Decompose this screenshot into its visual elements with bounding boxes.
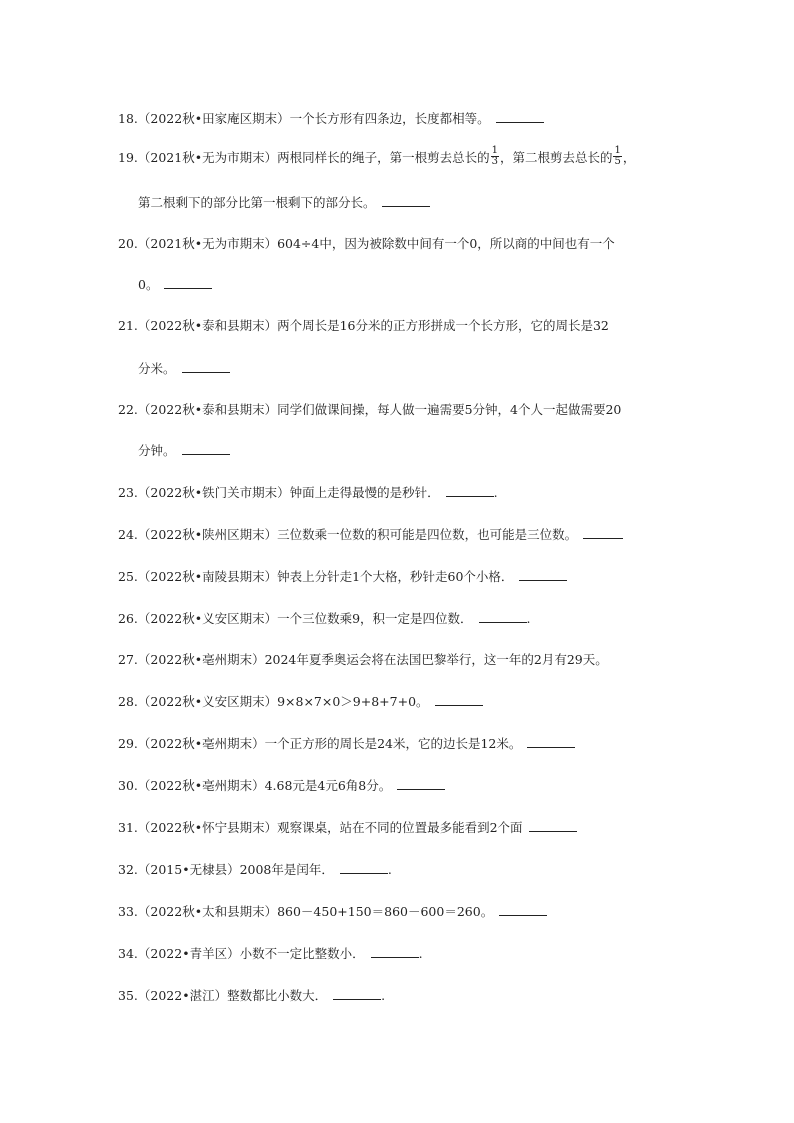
question-28	[118, 693, 483, 710]
trailing-period: .	[418, 946, 423, 961]
question-text: 35.（2022•湛江）整数都比小数大．	[118, 988, 328, 1003]
fraction-numerator: 1	[491, 145, 498, 156]
question-text: 0。	[138, 277, 159, 292]
fraction-one-third	[491, 146, 499, 167]
answer-blank[interactable]	[479, 610, 527, 623]
question-text: 分钟。	[138, 443, 176, 458]
question-text: 25.（2022秋•南陵县期末）钟表上分针走1个大格，秒针走60个小格．	[118, 569, 514, 584]
question-text: 32.（2015•无棣县）2008年是闰年．	[118, 862, 334, 877]
question-20-continuation	[138, 276, 212, 293]
trailing-period: .	[493, 485, 498, 500]
answer-blank[interactable]	[529, 819, 577, 832]
question-text: 22.（2022秋•泰和县期末）同学们做课间操，每人做一遍需要5分钟，4个人一起做需要20	[118, 402, 622, 417]
question-text: 分米。	[138, 361, 176, 376]
question-text: 26.（2022秋•义安区期末）一个三位数乘9，积一定是四位数．	[118, 611, 473, 626]
answer-blank[interactable]	[382, 194, 430, 207]
trailing-period: .	[387, 862, 392, 877]
answer-blank[interactable]	[371, 945, 419, 958]
question-25	[118, 568, 567, 585]
trailing-period: .	[381, 988, 386, 1003]
question-21-continuation	[138, 360, 230, 377]
question-text: 第二根剩下的部分比第一根剩下的部分长。	[138, 195, 376, 210]
question-text: 24.（2022秋•陕州区期末）三位数乘一位数的积可能是四位数，也可能是三位数。	[118, 527, 578, 542]
question-text: 27.（2022秋•亳州期末）2024年夏季奥运会将在法国巴黎举行，这一年的2月有29天。	[118, 652, 608, 667]
fraction-numerator: 1	[614, 145, 621, 156]
question-23	[118, 484, 498, 501]
question-27	[118, 652, 608, 668]
answer-blank[interactable]	[397, 777, 445, 790]
question-21	[118, 318, 609, 334]
answer-blank[interactable]	[527, 735, 575, 748]
question-text: 33.（2022秋•太和县期末）860－450+150＝860－600＝260。	[118, 904, 494, 919]
question-text: 23.（2022秋•铁门关市期末）钟面上走得最慢的是秒针．	[118, 485, 440, 500]
question-26	[118, 610, 531, 627]
answer-blank[interactable]	[435, 693, 483, 706]
answer-blank[interactable]	[164, 276, 212, 289]
answer-blank[interactable]	[583, 526, 623, 539]
question-33	[118, 903, 547, 920]
question-text: 28.（2022秋•义安区期末）9×8×7×0＞9+8+7+0。	[118, 694, 429, 709]
fraction-one-fifth	[613, 146, 621, 167]
answer-blank[interactable]	[333, 987, 381, 1000]
answer-blank[interactable]	[519, 568, 567, 581]
answer-blank[interactable]	[340, 861, 388, 874]
question-31	[118, 819, 577, 836]
fraction-denominator: 5	[614, 156, 621, 167]
question-text: 31.（2022秋•怀宁县期末）观察课桌，站在不同的位置最多能看到2个面	[118, 820, 523, 835]
question-text: 19.（2021秋•无为市期末）两根同样长的绳子，第一根剪去总长的	[118, 150, 490, 165]
question-34	[118, 945, 423, 962]
question-19	[118, 145, 636, 169]
question-text: ，	[622, 150, 636, 165]
answer-blank[interactable]	[182, 360, 230, 373]
question-29	[118, 735, 575, 752]
question-text: 30.（2022秋•亳州期末）4.68元是4元6角8分。	[118, 778, 392, 793]
fraction-denominator: 3	[491, 156, 498, 167]
question-32	[118, 861, 392, 878]
question-text: 20.（2021秋•无为市期末）604÷4中，因为被除数中间有一个0，所以商的中间也有一个	[118, 236, 615, 251]
question-text: 18.（2022秋•田家庵区期末）一个长方形有四条边，长度都相等。	[118, 111, 490, 126]
question-text: 29.（2022秋•亳州期末）一个正方形的周长是24米，它的边长是12米。	[118, 736, 522, 751]
question-35	[118, 987, 385, 1004]
question-text: 21.（2022秋•泰和县期末）两个周长是16分米的正方形拼成一个长方形，它的周长是32	[118, 318, 609, 333]
question-22-continuation	[138, 442, 230, 459]
answer-blank[interactable]	[499, 903, 547, 916]
trailing-period: .	[526, 611, 531, 626]
question-text: ，第二根剪去总长的	[499, 150, 613, 165]
question-18	[118, 110, 544, 127]
answer-blank[interactable]	[496, 110, 544, 123]
question-19-continuation	[138, 194, 430, 211]
question-24	[118, 526, 623, 543]
question-20	[118, 236, 615, 252]
question-22	[118, 402, 621, 418]
question-text: 34.（2022•青羊区）小数不一定比整数小．	[118, 946, 365, 961]
question-30	[118, 777, 445, 794]
answer-blank[interactable]	[446, 484, 494, 497]
answer-blank[interactable]	[182, 442, 230, 455]
